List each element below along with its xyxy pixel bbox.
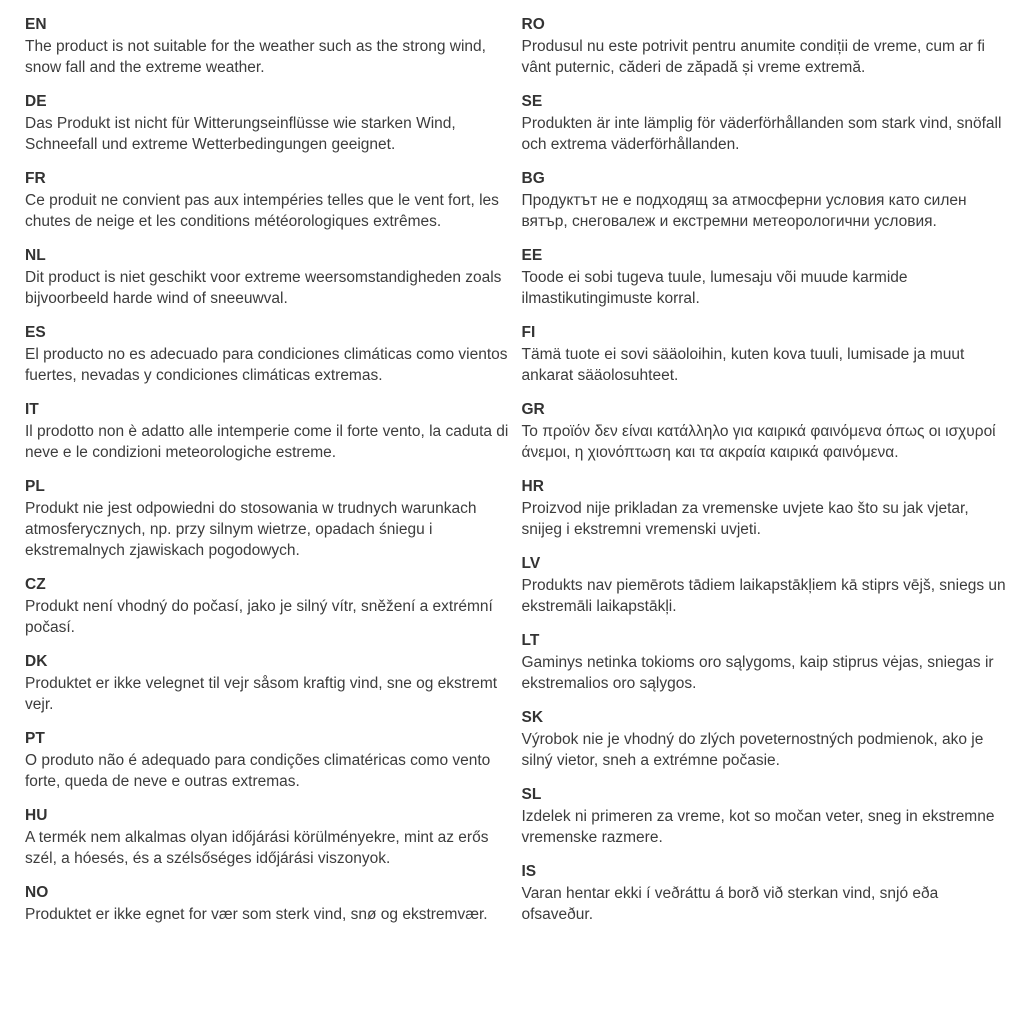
language-code: IS [521,863,537,880]
language-text: Das Produkt ist nicht für Witterungseinflüsse wie starken Wind, Schneefall und extreme Wetterbedingungen geeignet. [25,115,456,153]
language-code: CZ [25,576,46,593]
language-text: Izdelek ni primeren za vreme, kot so močan veter, sneg in ekstremne vremenske razmere. [521,808,995,846]
language-code: HU [25,807,48,824]
language-code: PT [25,730,45,747]
language-text: O produto não é adequado para condições climatéricas como vento forte, queda de neve e outras extremas. [25,752,491,790]
right-column [522,14,1007,1014]
language-entry [25,882,510,925]
language-text: Produsul nu este potrivit pentru anumite condiții de vreme, cum ar fi vânt puternic, căderi de zăpadă și vreme extremă. [521,38,986,76]
language-code: RO [521,16,545,33]
language-code: LV [521,555,541,572]
language-code: ES [25,324,46,341]
language-entry [522,784,1007,848]
language-text: Produktet er ikke velegnet til vejr såsom kraftig vind, sne og ekstremt vejr. [25,675,498,713]
language-text: Gaminys netinka tokioms oro sąlygoms, kaip stiprus vėjas, sniegas ir ekstremalios oro sąlygos. [521,654,994,692]
language-text: Produkts nav piemērots tādiem laikapstākļiem kā stiprs vējš, sniegs un ekstremāli laikapstākļi. [521,577,1006,615]
language-text: Ce produit ne convient pas aux intempéries telles que le vent fort, les chutes de neige et les conditions météorologiques extrêmes. [25,192,499,230]
language-code: SL [521,786,542,803]
language-code: BG [521,170,545,187]
language-text: Proizvod nije prikladan za vremenske uvjete kao što su jak vjetar, snijeg i ekstremni vremenski uvjeti. [521,500,969,538]
language-code: HR [521,478,544,495]
language-entry [25,14,510,78]
language-entry [25,168,510,232]
language-code: FR [25,170,46,187]
language-text: Produktet er ikke egnet for vær som sterk vind, snø og ekstremvær. [25,906,488,923]
language-code: EE [521,247,543,264]
language-text: El producto no es adecuado para condiciones climáticas como vientos fuertes, nevadas y condiciones climáticas extremas. [25,346,508,384]
language-code: GR [521,401,545,418]
language-entry [522,14,1007,78]
language-entry [522,91,1007,155]
language-text: Το προϊόν δεν είναι κατάλληλο για καιρικά φαινόμενα όπως οι ισχυροί άνεμοι, η χιονόπτωση και τα ακραία καιρικά φαινόμενα. [521,423,996,461]
language-entry [522,707,1007,771]
language-entry [25,805,510,869]
language-code: PL [25,478,45,495]
language-text: Toode ei sobi tugeva tuule, lumesaju või muude karmide ilmastikutingimuste korral. [521,269,908,307]
language-entry [522,168,1007,232]
language-entry [522,399,1007,463]
language-entry [25,574,510,638]
language-code: SE [521,93,543,110]
language-entry [522,322,1007,386]
language-text: Varan hentar ekki í veðráttu á borð við sterkan vind, snjó eða ofsaveður. [521,885,939,923]
language-code: NL [25,247,46,264]
language-text: Dit product is niet geschikt voor extreme weersomstandigheden zoals bijvoorbeeld harde wind of sneeuwval. [25,269,502,307]
language-code: IT [25,401,39,418]
language-entry [25,399,510,463]
language-code: SK [521,709,544,726]
language-text: Výrobok nie je vhodný do zlých poveternostných podmienok, ako je silný vietor, sneh a extrémne počasie. [521,731,984,769]
language-entry [522,861,1007,925]
language-text: Produkt nie jest odpowiedni do stosowania w trudnych warunkach atmosferycznych, np. przy silnym wietrze, opadach śniegu i ekstremalnych zjawiskach pogodowych. [25,500,477,559]
language-text: Produkt není vhodný do počasí, jako je silný vítr, sněžení a extrémní počasí. [25,598,493,636]
language-entry [25,651,510,715]
language-entry [25,322,510,386]
left-column [25,14,510,1014]
language-entry [522,476,1007,540]
language-text: The product is not suitable for the weather such as the strong wind, snow fall and the extreme weather. [25,38,486,76]
language-code: LT [521,632,540,649]
language-code: NO [25,884,49,901]
language-code: DE [25,93,47,110]
language-entry [25,476,510,561]
language-entry [522,630,1007,694]
language-text: Tämä tuote ei sovi sääoloihin, kuten kova tuuli, lumisade ja muut ankarat sääolosuhteet. [521,346,965,384]
language-entry [522,245,1007,309]
language-entry [25,91,510,155]
language-code: EN [25,16,47,33]
language-text: Il prodotto non è adatto alle intemperie come il forte vento, la caduta di neve e le condizioni meteorologiche estreme. [25,423,509,461]
language-text: Produkten är inte lämplig för väderförhållanden som stark vind, snöfall och extrema väderförhållanden. [521,115,1002,153]
language-code: FI [521,324,536,341]
language-text: A termék nem alkalmas olyan időjárási körülményekre, mint az erős szél, a hóesés, és a szélsőséges időjárási viszonyok. [25,829,489,867]
language-code: DK [25,653,48,670]
language-entry [25,245,510,309]
language-text: Продуктът не е подходящ за атмосферни условия като силен вятър, снеговалеж и екстремни метеорологични условия. [521,192,967,230]
language-entry [25,728,510,792]
language-entry [522,553,1007,617]
